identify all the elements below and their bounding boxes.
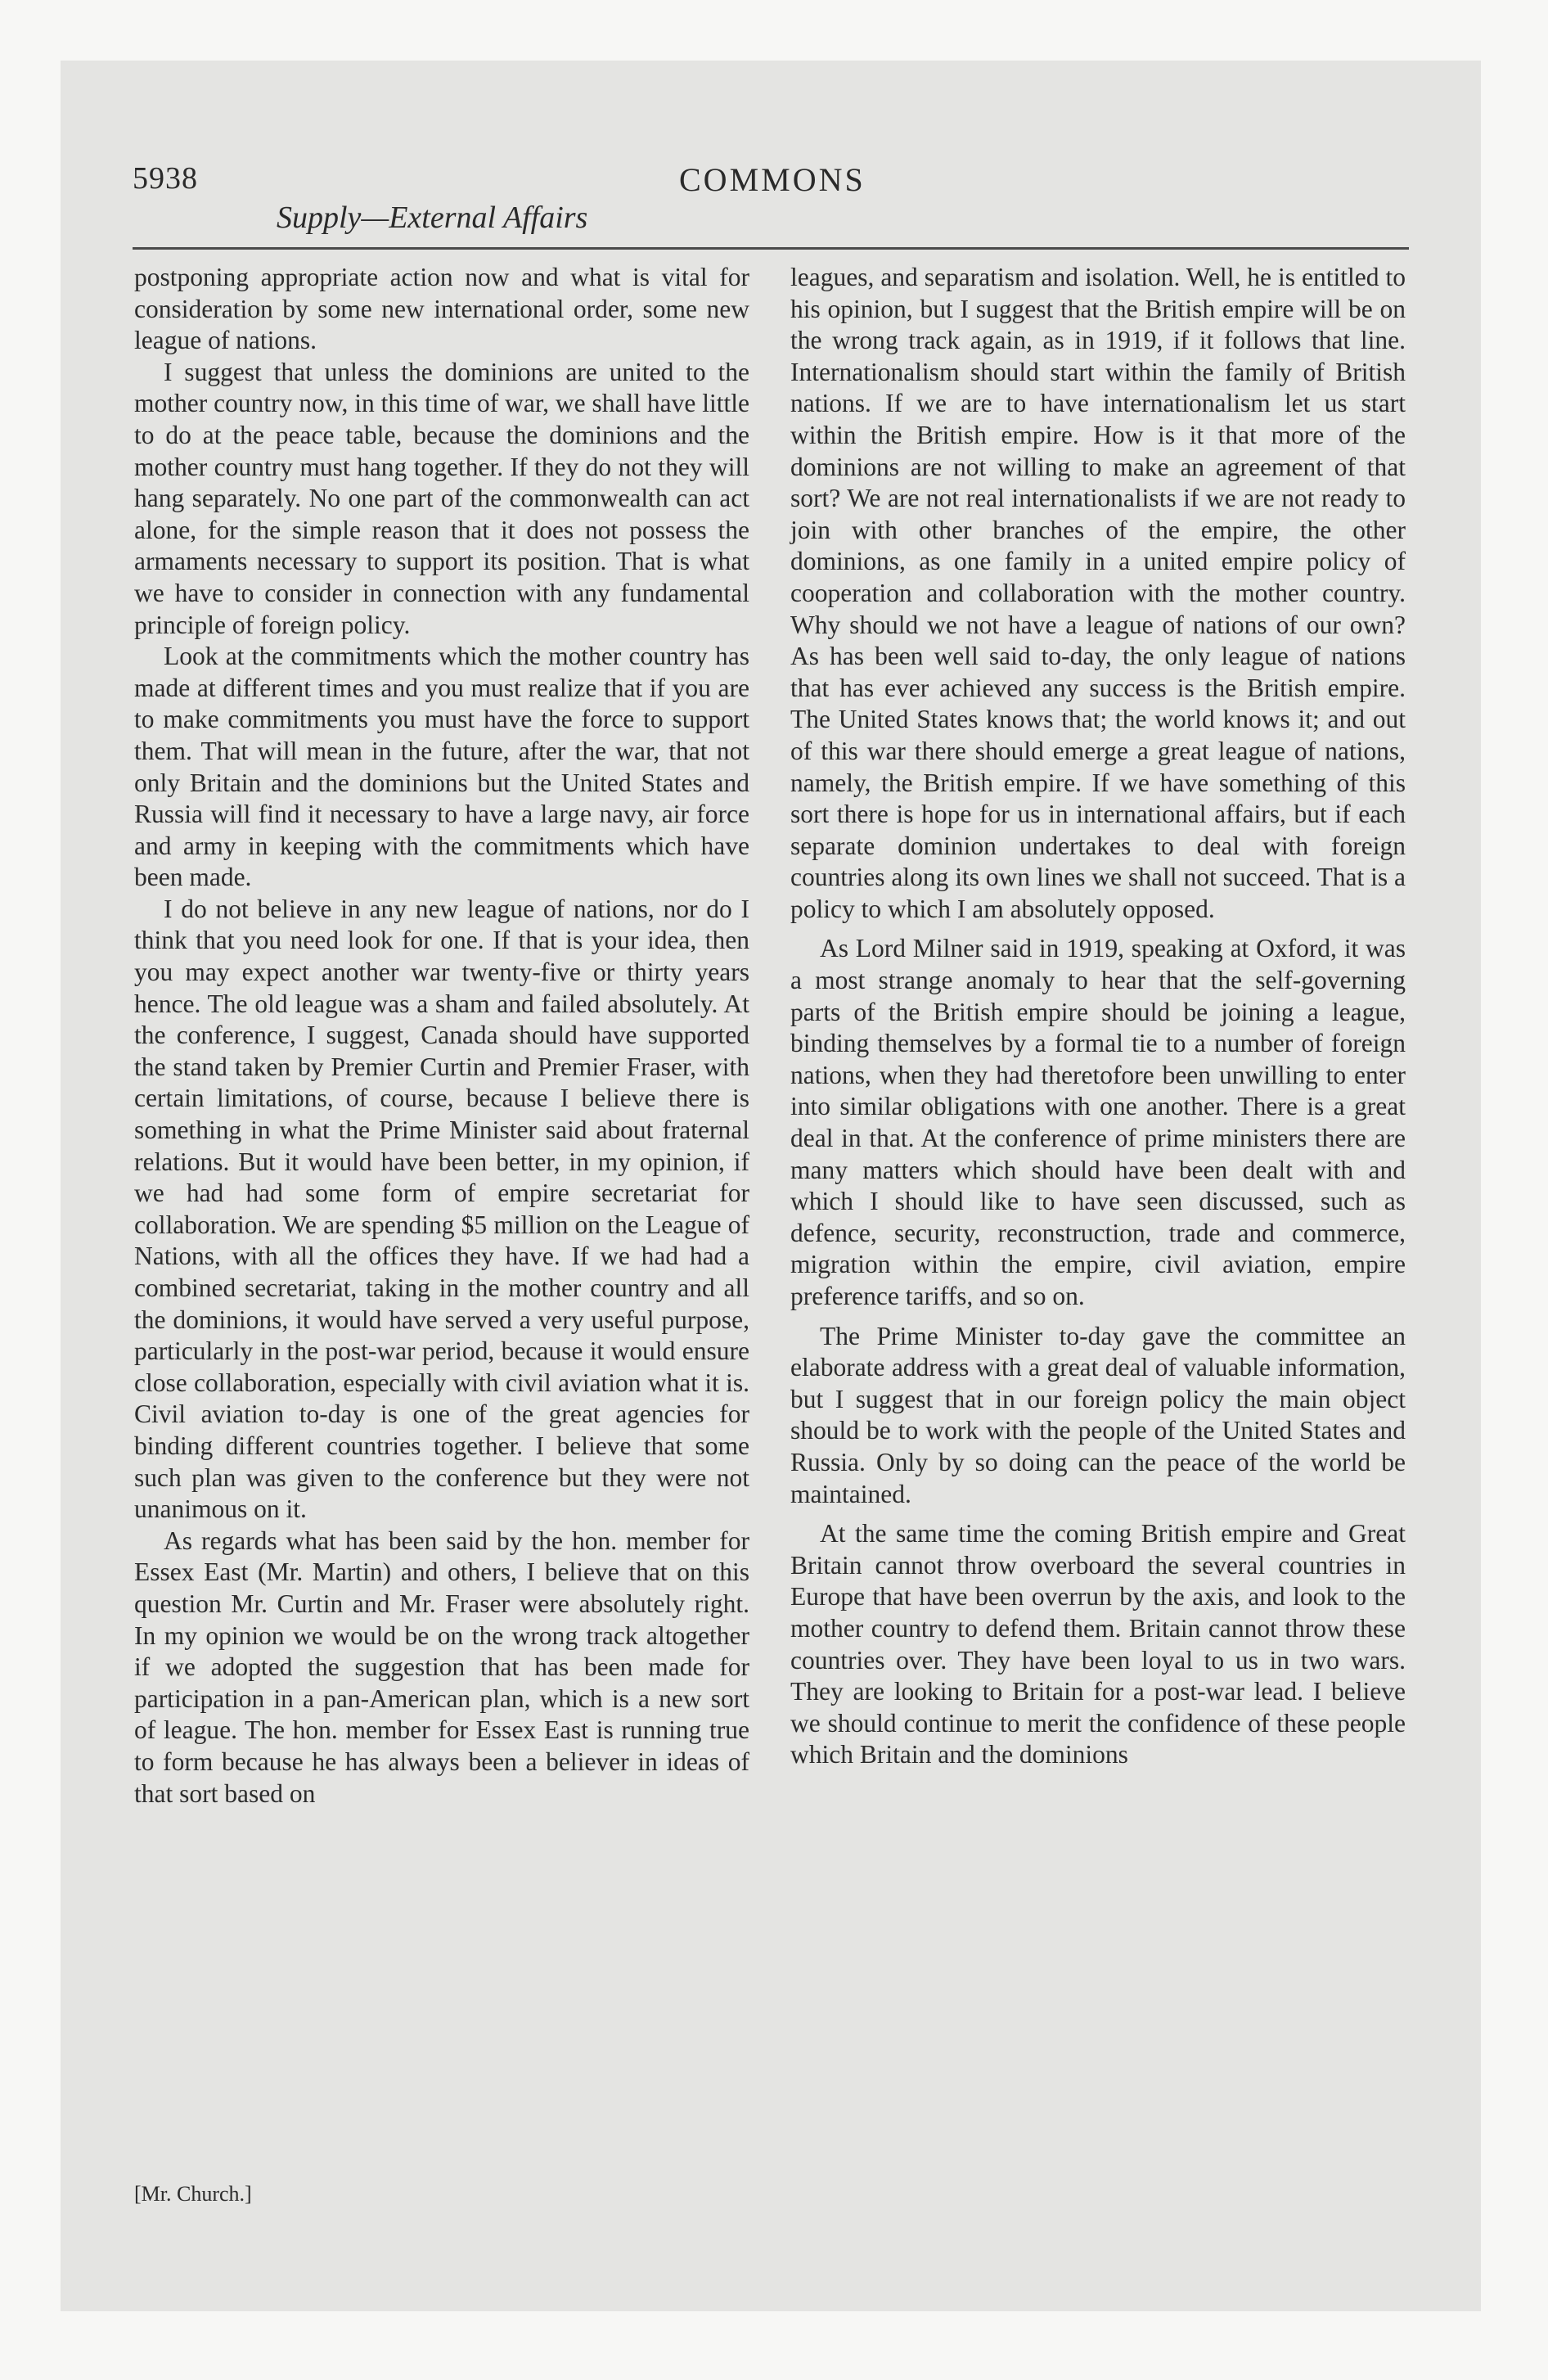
paragraph: postponing appropriate action now and what is vital for consideration by some new international order, some new league of nations. <box>134 263 749 355</box>
paragraph: leagues, and separatism and isolation. Well, he is entitled to his opinion, but I suggest that the British empire will be on the wrong track again, as in 1919, if it follows that line. Internationalism should start within the family of British nations. If we are to have internationalism let us start within the British empire. How is it that more of the dominions are not willing to make an agreement of that sort? We are not real internationalists if we are not ready to join with other branches of the empire, the other dominions, as one family in a united empire policy of cooperation and collaboration with the mother country. Why should we not have a league of nations of our own? As has been well said to-day, the only league of nations that has ever achieved any success is the British empire. The United States knows that; the world knows it; and out of this war there should emerge a great league of nations, namely, the British empire. If we have something of this sort there is hope for us in international affairs, but if each separate dominion undertakes to deal with foreign countries along its own lines we shall not succeed. That is a policy to which I am absolutely opposed. <box>790 263 1406 923</box>
page-number: 5938 <box>133 161 198 196</box>
paragraph: As regards what has been said by the hon. member for Essex East (Mr. Martin) and others, I believe that on this question Mr. Curtin and Mr. Fraser were absolutely right. In my opinion we would be on the wrong track altogether if we adopted the suggestion that has been made for participation in a pan-American plan, which is a new sort of league. The hon. member for Essex East is running true to form because he has always been a believer in ideas of that sort based on <box>134 1526 749 1808</box>
chamber-title: COMMONS <box>679 161 866 198</box>
speaker-tag: [Mr. Church.] <box>134 2182 252 2206</box>
left-column <box>134 262 749 1810</box>
header-rule <box>133 247 1409 250</box>
paragraph: As Lord Milner said in 1919, speaking at Oxford, it was a most strange anomaly to hear that the self-governing parts of the British empire should be joining a league, binding themselves by a formal tie to a number of foreign nations, when they had theretofore been unwilling to enter into similar obligations with one another. There is a great deal in that. At the conference of prime ministers there are many matters which should have been dealt with and which I should like to have seen discussed, such as defence, security, reconstruction, trade and commerce, migration within the empire, civil aviation, empire preference tariffs, and so on. <box>790 934 1406 1310</box>
right-column <box>790 262 1406 1771</box>
paragraph: The Prime Minister to-day gave the committee an elaborate address with a great deal of valuable information, but I suggest that in our foreign policy the main object should be to work with the people of the United States and Russia. Only by so doing can the peace of the world be maintained. <box>790 1321 1406 1508</box>
paragraph: At the same time the coming British empire and Great Britain cannot throw overboard the several countries in Europe that have been overrun by the axis, and look to the mother country to defend them. Britain cannot throw these countries over. They have been loyal to us in two wars. They are looking to Britain for a post-war lead. I believe we should continue to merit the confidence of these people which Britain and the dominions <box>790 1519 1406 1769</box>
page-header <box>133 160 1409 250</box>
paragraph: Look at the commitments which the mother country has made at different times and you must realize that if you are to make commitments you must have the force to support them. That will mean in the future, after the war, that not only Britain and the dominions but the United States and Russia will find it necessary to have a large navy, air force and army in keeping with the commitments which have been made. <box>134 642 749 892</box>
paragraph: I suggest that unless the dominions are united to the mother country now, in this time of war, we shall have little to do at the peace table, because the dominions and the mother country must hang together. If they do not they will hang separately. No one part of the commonwealth can act alone, for the simple reason that it does not possess the armaments necessary to support its position. That is what we have to consider in connection with any fundamental principle of foreign policy. <box>134 357 749 639</box>
paragraph: I do not believe in any new league of nations, nor do I think that you need look for one. If that is your idea, then you may expect another war twenty-five or thirty years hence. The old league was a sham and failed absolutely. At the conference, I suggest, Canada should have supported the stand taken by Premier Curtin and Premier Fraser, with certain limitations, of course, because I believe there is something in what the Prime Minister said about fraternal relations. But it would have been better, in my opinion, if we had had some form of empire secretariat for collaboration. We are spending $5 million on the League of Nations, with all the offices they have. If we had had a combined secretariat, taking in the mother country and all the dominions, it would have served a very useful purpose, particularly in the post-war period, because it would ensure close collaboration, especially with civil aviation what it is. Civil aviation to-day is one of the great agencies for binding different countries together. I believe that some such plan was given to the conference but they were not unanimous on it. <box>134 894 749 1524</box>
section-title: Supply—External Affairs <box>277 201 588 235</box>
